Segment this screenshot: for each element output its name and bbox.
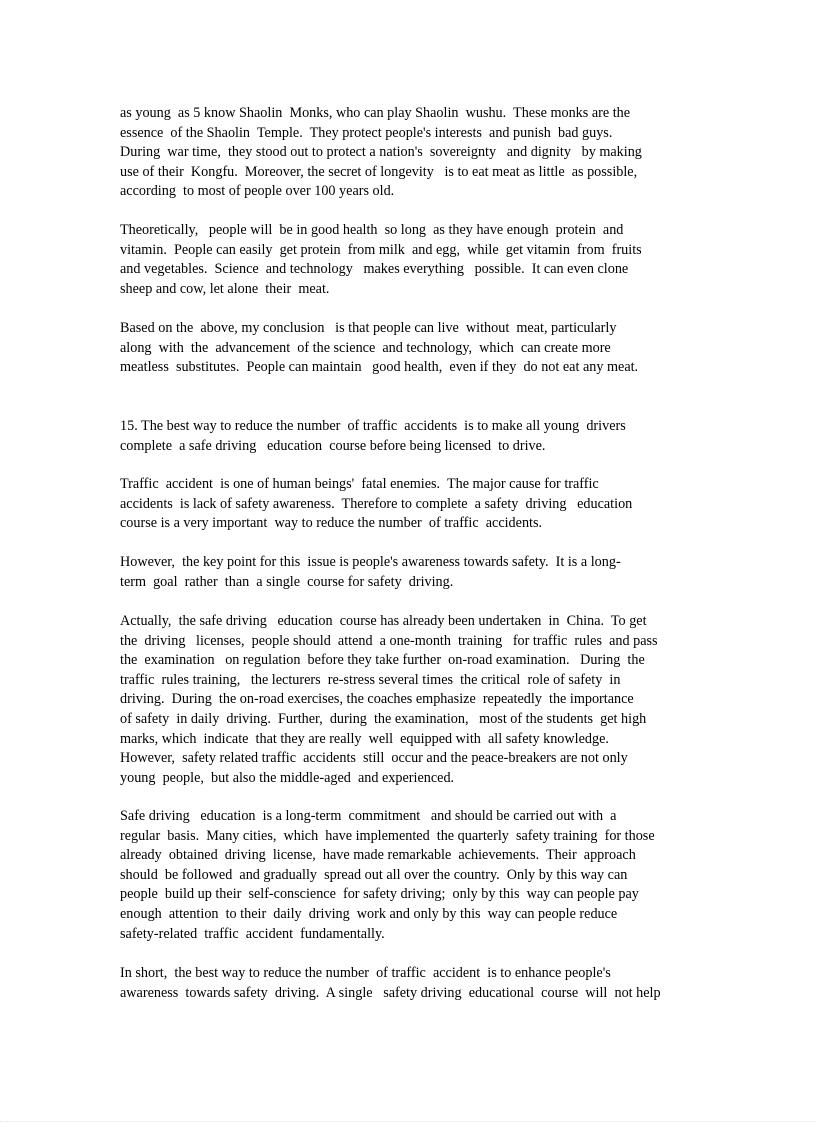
paragraph-protein-vitamin [120, 221, 720, 299]
text-line: and vegetables. Science and technology makes everything possible. It can even clone [120, 261, 629, 278]
text-line: driving. During the on-road exercises, the coaches emphasize repeatedly the importance [120, 691, 634, 708]
text-line: already obtained driving license, have made remarkable achievements. Their approach [120, 847, 636, 864]
paragraph-traffic-accident [120, 475, 720, 534]
text-line: the driving licenses, people should attend a one-month training for traffic rules and pass [120, 632, 658, 649]
text-line: However, safety related traffic accidents still occur and the peace-breakers are not only [120, 750, 628, 767]
paragraph-shaolin-monks [120, 104, 720, 202]
page-bottom-edge [0, 1121, 816, 1122]
text-line: use of their Kongfu. Moreover, the secret of longevity is to eat meat as little as possible, [120, 163, 638, 180]
text-line: safety-related traffic accident fundamentally. [120, 925, 385, 942]
text-line: term goal rather than a single course for safety driving. [120, 573, 454, 590]
text-line: accidents is lack of safety awareness. Therefore to complete a safety driving education [120, 495, 633, 512]
paragraph-conclusion [120, 319, 720, 378]
text-line: Safe driving education is a long-term commitment and should be carried out with a [120, 808, 617, 824]
text-line: awareness towards safety driving. A single safety driving educational course will not help [120, 984, 661, 1001]
text-line: In short, the best way to reduce the number of traffic accident is to enhance people's [120, 965, 611, 981]
text-line: traffic rules training, the lecturers re-stress several times the critical role of safety in [120, 671, 621, 688]
text-line: as young as 5 know Shaolin Monks, who can play Shaolin wushu. These monks are the [120, 105, 631, 121]
paragraph-actually [120, 612, 720, 788]
text-line: vitamin. People can easily get protein from milk and egg, while get vitamin from fruits [120, 241, 642, 258]
text-line: sheep and cow, let alone their meat. [120, 280, 330, 297]
text-line: essence of the Shaolin Temple. They protect people's interests and punish bad guys. [120, 124, 613, 141]
text-line: However, the key point for this issue is people's awareness towards safety. It is a long- [120, 554, 621, 570]
text-line: 15. The best way to reduce the number of traffic accidents is to make all young drivers [120, 418, 626, 434]
text-line: regular basis. Many cities, which have implemented the quarterly safety training for those [120, 827, 655, 844]
text-line: along with the advancement of the science and technology, which can create more [120, 339, 611, 356]
text-line: meatless substitutes. People can maintain good health, even if they do not eat any meat. [120, 359, 639, 376]
text-line: Theoretically, people will be in good health so long as they have enough protein and [120, 222, 624, 238]
text-line: Traffic accident is one of human beings' fatal enemies. The major cause for traffic [120, 476, 599, 492]
text-line: according to most of people over 100 years old. [120, 183, 395, 200]
paragraph-in-short [120, 964, 720, 1003]
text-line: the examination on regulation before they take further on-road examination. During the [120, 652, 645, 669]
text-line: should be followed and gradually spread out all over the country. Only by this way can [120, 866, 628, 883]
text-line: enough attention to their daily driving work and only by this way can people reduce [120, 905, 618, 922]
paragraph-safe-driving-education [120, 807, 720, 944]
text-line: Based on the above, my conclusion is that people can live without meat, particularly [120, 320, 617, 336]
text-line: young people, but also the middle-aged and experienced. [120, 769, 455, 786]
text-line: course is a very important way to reduce the number of traffic accidents. [120, 515, 543, 532]
text-line: people build up their self-conscience for safety driving; only by this way can people pay [120, 886, 639, 903]
topic-15-heading [120, 417, 720, 456]
paragraph-key-point [120, 553, 720, 592]
text-line: During war time, they stood out to protect a nation's sovereignty and dignity by making [120, 144, 642, 161]
text-line: marks, which indicate that they are really well equipped with all safety knowledge. [120, 730, 609, 747]
text-line: of safety in daily driving. Further, during the examination, most of the students get high [120, 710, 647, 727]
text-line: Actually, the safe driving education course has already been undertaken in China. To get [120, 613, 647, 629]
text-line: complete a safe driving education course before being licensed to drive. [120, 437, 546, 454]
